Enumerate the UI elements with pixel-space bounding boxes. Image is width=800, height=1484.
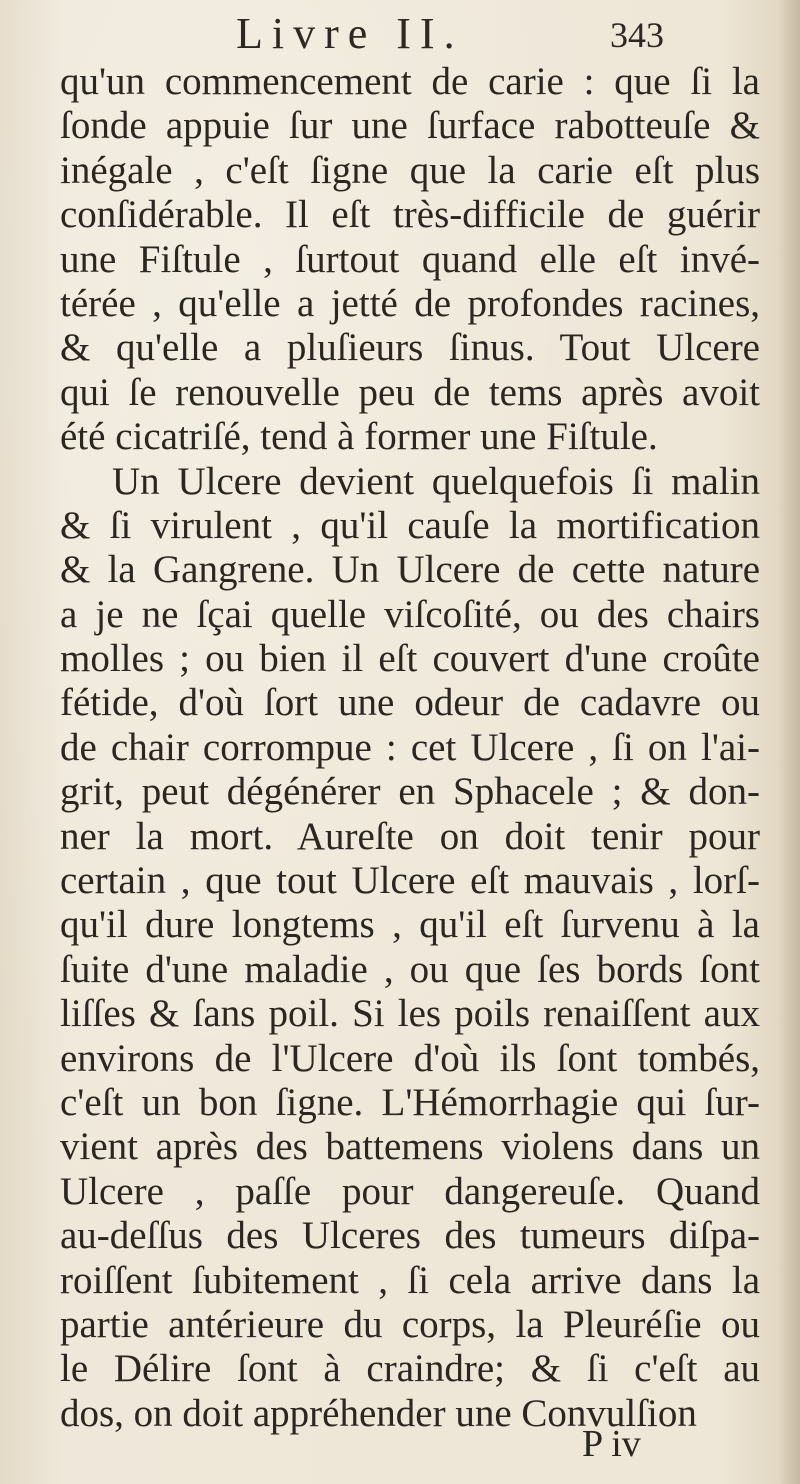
running-title: Livre II.: [236, 9, 464, 58]
page-header: [0, 8, 800, 60]
page-number: 343: [610, 15, 664, 55]
text-line: qu'il dure longtems , qu'il eſt ſurvenu à la: [60, 903, 760, 947]
text-line: fétide, d'où ſort une odeur de cadavre ou: [60, 681, 760, 725]
text-line: inégale , c'eſt ſigne que la carie eſt plus: [60, 148, 760, 192]
text-line: le Délire ſont à craindre; & ſi c'eſt au: [60, 1347, 760, 1391]
body-text: [60, 60, 760, 1436]
text-line: conſidérable. Il eſt très-difficile de guérir: [60, 193, 760, 237]
text-line: vient après des battemens violens dans un: [60, 1125, 760, 1169]
text-line: molles ; ou bien il eſt couvert d'une croûte: [60, 637, 760, 681]
text-line: dos, on doit appréhender une Convulſion: [60, 1391, 697, 1435]
text-line: & qu'elle a pluſieurs ſinus. Tout Ulcere: [60, 326, 760, 370]
text-line: térée , qu'elle a jetté de profondes racines,: [60, 281, 760, 325]
text-line: & la Gangrene. Un Ulcere de cette nature: [60, 548, 760, 592]
text-line: a je ne ſçai quelle viſcoſité, ou des chairs: [60, 592, 760, 636]
text-line: une Fiſtule , ſurtout quand elle eſt invé-: [60, 237, 760, 281]
text-line: qui ſe renouvelle peu de tems après avoit: [60, 370, 760, 414]
text-line: certain , que tout Ulcere eſt mauvais , lorſ-: [60, 859, 760, 903]
signature-mark: P iv: [582, 1423, 641, 1465]
text-line: Ulcere , paſſe pour dangereuſe. Quand: [60, 1169, 760, 1213]
text-line: au-deſſus des Ulceres des tumeurs diſpa-: [60, 1214, 760, 1258]
text-line: qu'un commencement de carie : que ſi la: [60, 60, 760, 103]
text-line: de chair corrompue : cet Ulcere , ſi on l'ai-: [60, 725, 760, 769]
text-line: ſonde appuie ſur une ſurface rabotteuſe &: [60, 104, 760, 148]
page-edge-shadow: [778, 0, 800, 1484]
text-line: ner la mort. Aureſte on doit tenir pour: [60, 814, 760, 858]
text-line: environs de l'Ulcere d'où ils ſont tombés,: [60, 1036, 760, 1080]
text-line: roiſſent ſubitement , ſi cela arrive dans la: [60, 1258, 760, 1302]
text-line: Un Ulcere devient quelquefois ſi malin: [112, 459, 760, 503]
text-line: grit, peut dégénérer en Sphacele ; & don-: [60, 770, 760, 814]
text-line: ſuite d'une maladie , ou que ſes bords ſont: [60, 947, 760, 991]
text-line: liſſes & ſans poil. Si les poils renaiſſent aux: [60, 992, 760, 1036]
text-line: c'eſt un bon ſigne. L'Hémorrhagie qui ſur-: [60, 1080, 760, 1124]
text-line: & ſi virulent , qu'il cauſe la mortification: [60, 503, 760, 547]
text-line: été cicatriſé, tend à former une Fiſtule.: [60, 415, 658, 459]
text-line: partie antérieure du corps, la Pleuréſie ou: [60, 1302, 760, 1346]
